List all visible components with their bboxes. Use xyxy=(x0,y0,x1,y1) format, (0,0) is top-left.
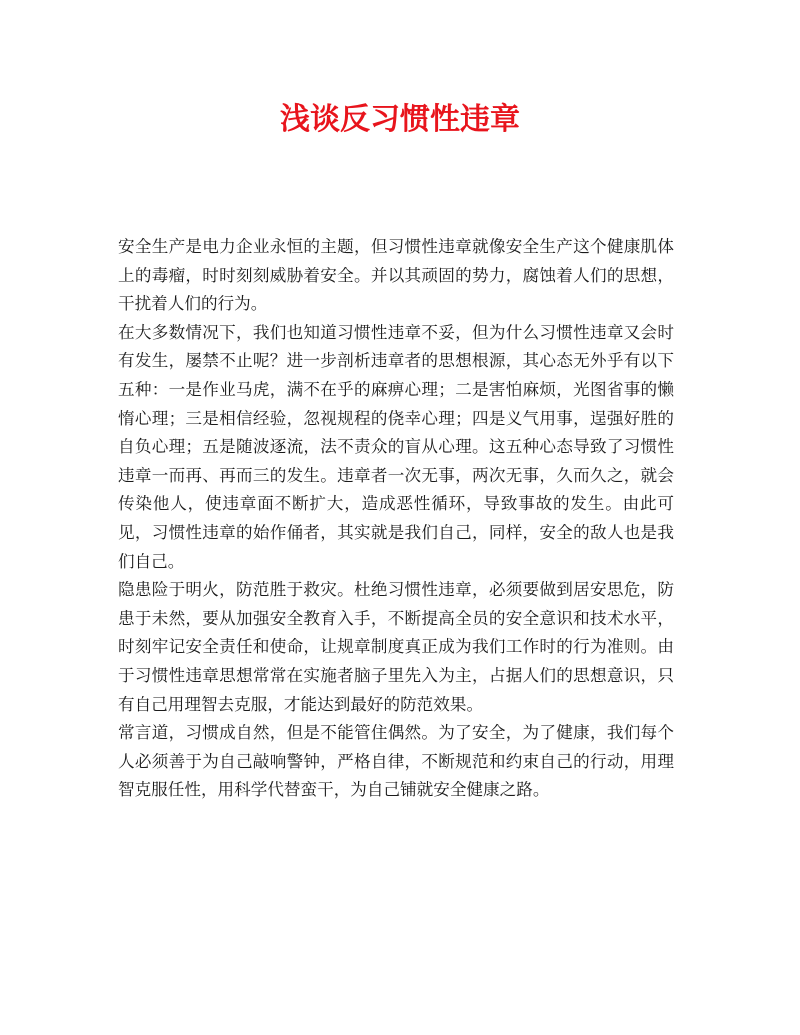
paragraph-4: 常言道，习惯成自然，但是不能管住偶然。为了安全，为了健康，我们每个人必须善于为自己敲响警钟，严格自律，不断规范和约束自己的行动，用理智克服任性，用科学代替蛮干，为自己铺就安全健康之路。 xyxy=(118,723,674,800)
article-body xyxy=(118,233,674,805)
paragraph-2: 在大多数情况下，我们也知道习惯性违章不妥，但为什么习惯性违章又会时有发生，屡禁不止呢？进一步剖析违章者的思想根源，其心态无外乎有以下五种：一是作业马虎，满不在乎的麻痹心理；二是害怕麻烦，光图省事的懒惰心理；三是相信经验，忽视规程的侥幸心理；四是义气用事，逞强好胜的自负心理；五是随波逐流，法不责众的盲从心理。这五种心态导致了习惯性违章一而再、再而三的发生。违章者一次无事，两次无事，久而久之，就会传染他人，使违章面不断扩大，造成恶性循环，导致事故的发生。由此可见，习惯性违章的始作俑者，其实就是我们自己，同样，安全的敌人也是我们自己。 xyxy=(118,322,674,571)
page-title: 浅谈反习惯性违章 xyxy=(280,102,520,137)
paragraph-3: 隐患险于明火，防范胜于救灾。杜绝习惯性违章，必须要做到居安思危，防患于未然，要从加强安全教育入手，不断提高全员的安全意识和技术水平，时刻牢记安全责任和使命，让规章制度真正成为我们工作时的行为准则。由于习惯性违章思想常常在实施者脑子里先入为主，占据人们的思想意识，只有自己用理智去克服，才能达到最好的防范效果。 xyxy=(118,580,674,714)
paragraph-1: 安全生产是电力企业永恒的主题，但习惯性违章就像安全生产这个健康肌体上的毒瘤，时时刻刻威胁着安全。并以其顽固的势力，腐蚀着人们的思想，干扰着人们的行为。 xyxy=(118,237,674,314)
